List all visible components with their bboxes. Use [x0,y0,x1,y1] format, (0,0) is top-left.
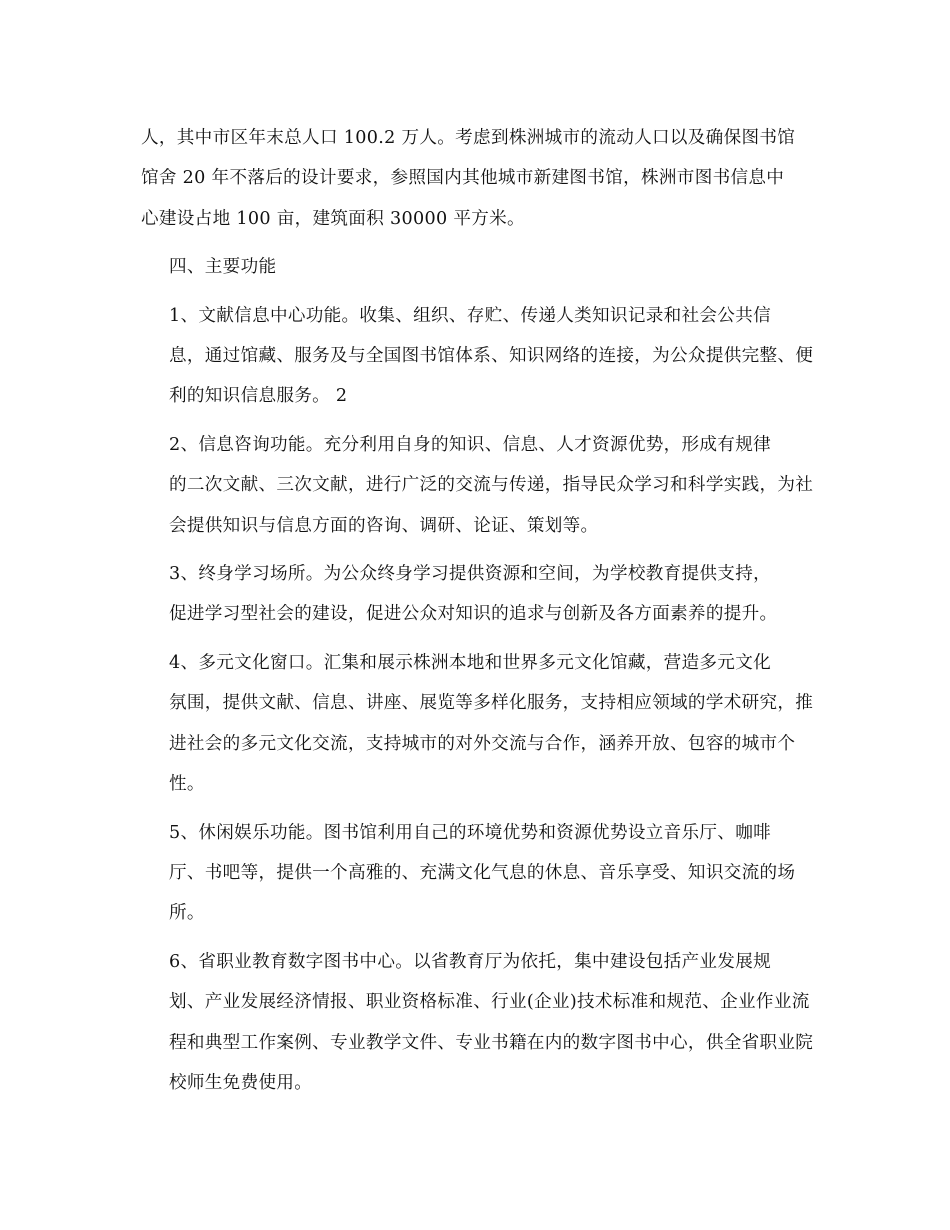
text-line: 进社会的多元文化交流，支持城市的对外交流与合作，涵养开放、包容的城市个 [169,733,796,754]
paragraph-population [141,118,813,239]
text-line: 所。 [169,903,205,924]
text-line: 利的知识信息服务。 2 [169,386,348,407]
text-line: 会提供知识与信息方面的咨询、调研、论证、策划等。 [169,515,599,536]
paragraph-function-1 [141,296,813,417]
paragraph-function-6 [141,942,813,1104]
text-line: 2、信息咨询功能。充分利用自身的知识、信息、人才资源优势，形成有规律 [169,434,771,455]
text-line: 人，其中市区年末总人口 100.2 万人。考虑到株洲城市的流动人口以及确保图书馆 [141,128,796,148]
text-line: 1、文献信息中心功能。收集、组织、存贮、传递人类知识记录和社会公共信 [169,305,771,326]
document-body [141,118,813,1111]
text-line: 划、产业发展经济情报、职业资格标准、行业(企业)技术标准和规范、企业作业流 [169,992,810,1013]
paragraph-function-4 [141,643,813,805]
text-line: 馆舍 20 年不落后的设计要求，参照国内其他城市新建图书馆，株洲市图书信息中 [141,168,785,189]
text-line: 心建设占地 100 亩，建筑面积 30000 平方米。 [141,208,525,229]
heading-text: 四、主要功能 [169,257,277,278]
text-line: 6、省职业教育数字图书中心。以省教育厅为依托，集中建设包括产业发展规 [169,951,771,972]
text-line: 的二次文献、三次文献，进行广泛的交流与传递，指导民众学习和科学实践，为社 [169,475,814,496]
text-line: 息，通过馆藏、服务及与全国图书馆体系、知识网络的连接，为公众提供完整、便 [169,346,814,367]
text-line: 5、休闲娱乐功能。图书馆利用自己的环境优势和资源优势设立音乐厅、咖啡 [169,822,771,843]
paragraph-function-5 [141,813,813,934]
text-line: 厅、书吧等，提供一个高雅的、充满文化气息的休息、音乐享受、知识交流的场 [169,862,796,883]
text-line: 促进学习型社会的建设，促进公众对知识的追求与创新及各方面素养的提升。 [169,604,778,625]
text-line: 校师生免费使用。 [169,1072,313,1093]
text-line: 氛围，提供文献、信息、讲座、展览等多样化服务，支持相应领域的学术研究，推 [169,693,814,714]
paragraph-function-2 [141,425,813,546]
text-line: 性。 [169,774,205,795]
text-line: 程和典型工作案例、专业教学文件、专业书籍在内的数字图书中心，供全省职业院 [169,1032,814,1053]
text-line: 3、终身学习场所。为公众终身学习提供资源和空间，为学校教育提供支持， [169,564,771,585]
paragraph-function-3 [141,554,813,635]
section-heading-main-functions [141,247,813,287]
text-line: 4、多元文化窗口。汇集和展示株洲本地和世界多元文化馆藏，营造多元文化 [169,652,771,673]
